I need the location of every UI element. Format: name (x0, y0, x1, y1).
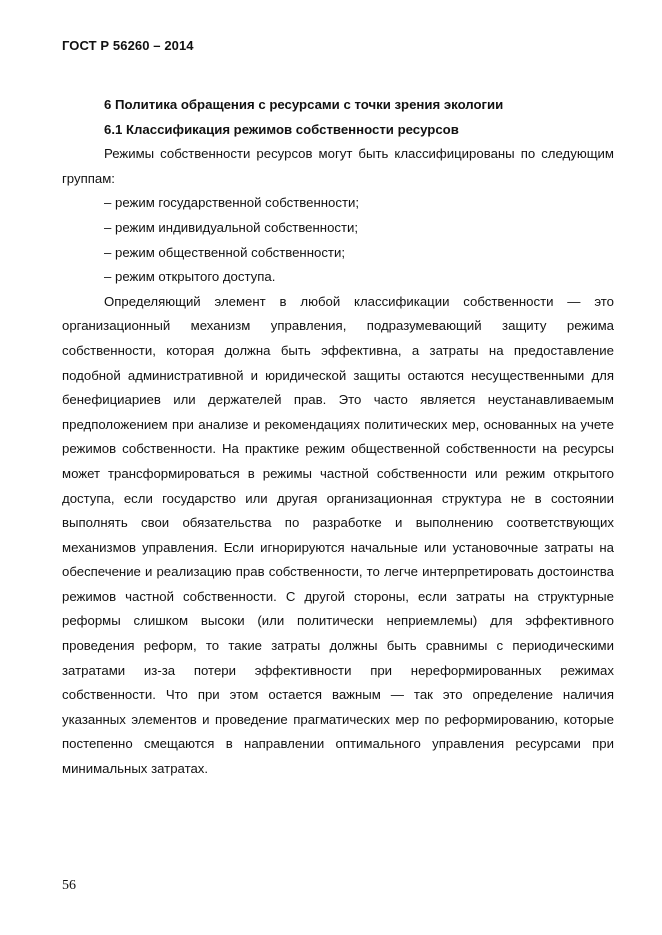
document-header: ГОСТ Р 56260 – 2014 (62, 38, 194, 53)
page-number: 56 (62, 878, 76, 893)
list-item: – режим индивидуальной собственности; (104, 219, 359, 235)
list-item: – режим государственной собственности; (104, 195, 360, 211)
page-content (62, 93, 614, 782)
body-paragraph: Определяющий элемент в любой классификации собственности — это организационный механизм управления, подразумевающий защиту режима собственности, которая должна быть эффективна, а затраты на предоставление подобной административной и юридической защиты остаются несущественными для бенефициариев или держателей прав. Это часто является неустанавливаемым предположением при анализе и рекомендациях политических мер, основанных на учете режимов собственности. На практике режим общественной собственности на ресурсы может трансформироваться в режимы частной собственности или режим открытого доступа, если государство или другая организационная структура не в состоянии выполнять свои обязательства по разработке и выполнению соответствующих механизмов управления. Если игнорируются начальные или установочные затраты на обеспечение и реализацию прав собственности, то легче интерпретировать достоинства режимов частной собственности. С другой стороны, если затраты на структурные реформы слишком высоки (или политически неприемлемы) для эффективного проведения реформ, то такие затраты должны быть сравнимы с периодическими затратами из-за потери эффективности при нереформированных режимах собственности. Что при этом остается важным — так это определение наличия указанных элементов и проведение прагматических мер по реформированию, которые постепенно смещаются в направлении оптимального управления ресурсами при минимальных затратах. (62, 293, 614, 777)
subsection-title: 6.1 Классификация режимов собственности ресурсов (104, 121, 459, 137)
section-title: 6 Политика обращения с ресурсами с точки зрения экологии (104, 97, 504, 112)
ownership-regime-list (62, 191, 614, 289)
list-item: – режим общественной собственности; (104, 244, 345, 260)
intro-paragraph: Режимы собственности ресурсов могут быть классифицированы по следующим группам: (62, 146, 614, 186)
list-item: – режим открытого доступа. (104, 269, 276, 285)
